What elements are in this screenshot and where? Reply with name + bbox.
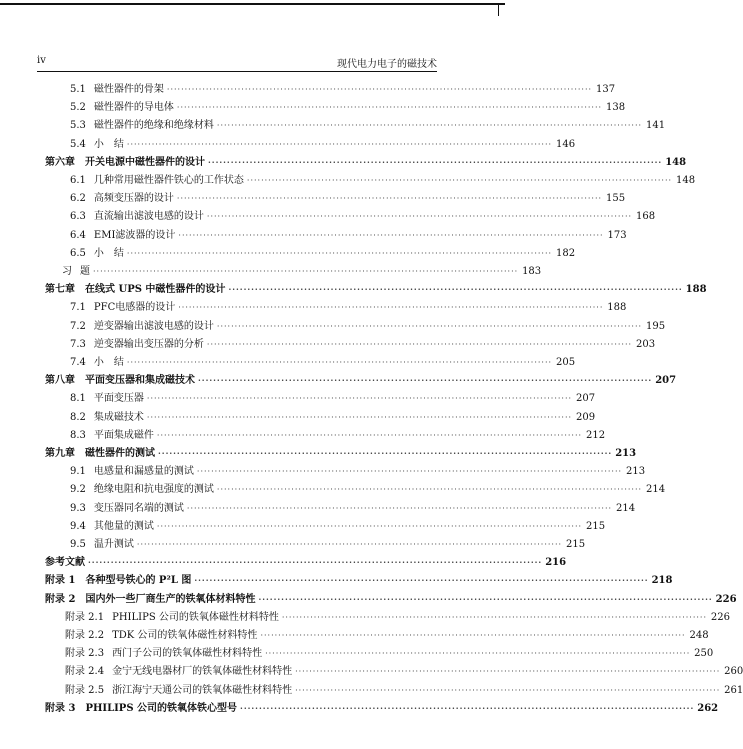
toc-entry	[70, 207, 656, 225]
toc-entry-number: 7.1	[70, 302, 86, 314]
toc-entry	[70, 462, 646, 480]
toc-entry-page: 148	[675, 175, 696, 186]
toc-entry	[70, 135, 576, 153]
toc-entry	[45, 444, 637, 462]
toc-entry-title: 各种型号铁心的 P²L 图	[85, 575, 192, 587]
leader-dots: ························································································································	[240, 702, 695, 713]
toc-entry-page: 209	[575, 411, 596, 423]
toc-entry-number: 6.4	[70, 229, 86, 241]
toc-entry-page: 262	[697, 702, 719, 714]
toc-entry	[45, 590, 737, 608]
toc-entry-title: 磁性器件的骨架	[93, 84, 164, 95]
leader-dots: ························································································································	[166, 85, 593, 94]
toc-entry-number: 习	[62, 266, 72, 277]
leader-dots: ························································································································	[146, 412, 573, 422]
toc-entry-number: 7.3	[70, 338, 86, 350]
toc-entry	[70, 517, 606, 535]
toc-entry-title: 集成磁技术	[93, 411, 144, 423]
toc-entry-number: 9.1	[70, 466, 86, 478]
toc-entry-title: 磁性器件的测试	[85, 448, 155, 459]
toc-entry-number: 附录 2.5	[65, 684, 105, 696]
toc-entry	[65, 681, 743, 699]
leader-dots: ························································································································	[208, 156, 663, 167]
toc-entry	[70, 335, 656, 353]
toc-entry-page: 146	[555, 138, 576, 150]
toc-entry-title: TDK 公司的铁氧体磁性材料特性	[112, 630, 258, 641]
toc-entry-page: 141	[645, 120, 666, 132]
toc-entry-page: 260	[724, 666, 743, 678]
toc-entry	[70, 298, 627, 316]
leader-dots: ························································································································	[176, 103, 603, 113]
toc-entry	[70, 244, 576, 262]
leader-dots: ························································································································	[194, 575, 649, 586]
toc-entry	[65, 662, 743, 680]
toc-entry-title: 平面变压器	[93, 393, 144, 405]
leader-dots: ························································································································	[216, 121, 643, 131]
toc-entry-title: 金宁无线电器材厂的铁氧体磁性材料特性	[112, 666, 293, 678]
top-border-line	[0, 3, 505, 5]
toc-entry-title: 高频变压器的设计	[93, 193, 174, 205]
toc-entry	[70, 80, 616, 98]
toc-entry-number: 5.3	[70, 120, 86, 132]
toc-entry-number: 6.2	[70, 193, 86, 205]
toc-entry	[45, 571, 673, 589]
toc-entry-title: 逆变器输出变压器的分析	[93, 338, 204, 350]
leader-dots: ························································································································	[93, 267, 519, 276]
toc-entry-title: 温升测试	[93, 539, 134, 550]
leader-dots: ························································································································	[260, 631, 686, 640]
leader-dots: ························································································································	[158, 448, 613, 458]
toc-entry-title: 题	[80, 266, 90, 277]
toc-entry-title: 在线式 UPS 中磁性器件的设计	[85, 284, 226, 296]
leader-dots: ························································································································	[156, 521, 583, 531]
toc-entry-page: 215	[565, 539, 586, 550]
toc-entry-page: 155	[605, 193, 626, 205]
leader-dots: ························································································································	[206, 212, 633, 222]
toc-entry	[65, 608, 730, 626]
leader-dots: ························································································································	[258, 593, 713, 604]
toc-entry-number: 附录 2	[45, 593, 76, 605]
leader-dots: ························································································································	[146, 394, 573, 404]
toc-entry-title: 变压器同名端的测试	[93, 502, 184, 514]
toc-entry-page: 207	[655, 375, 677, 387]
toc-entry-number: 第六章	[45, 156, 75, 168]
toc-entry-number: 第九章	[45, 448, 75, 459]
toc-entry-title: 其他量的测试	[93, 520, 154, 532]
leader-dots: ························································································································	[281, 612, 707, 622]
toc-entry-title: 开关电源中磁性器件的设计	[85, 156, 205, 168]
toc-entry-title: PHILIPS 公司的铁氧体磁性材料特性	[112, 611, 279, 623]
toc-entry-number: 9.4	[70, 520, 86, 532]
toc-entry-page: 214	[615, 502, 636, 514]
toc-entry-title: 直流输出滤波电感的设计	[93, 211, 204, 223]
leader-dots: ························································································································	[196, 467, 623, 477]
toc-entry-page: 188	[607, 302, 627, 314]
leader-dots: ························································································································	[156, 430, 583, 440]
toc-entry-number: 第八章	[45, 375, 75, 387]
leader-dots: ························································································································	[265, 649, 691, 659]
leader-dots: ························································································································	[295, 685, 721, 695]
toc-entry-number: 5.2	[70, 102, 86, 114]
toc-entry-number: 7.4	[70, 357, 86, 368]
toc-entry-number: 6.5	[70, 247, 86, 259]
header-rule	[37, 71, 437, 72]
toc-entry	[45, 371, 677, 389]
toc-entry	[70, 480, 666, 498]
toc-entry-page: 248	[689, 630, 709, 641]
toc-entry	[70, 317, 666, 335]
toc-entry-number: 8.2	[70, 411, 86, 423]
leader-dots: ························································································································	[136, 540, 563, 549]
toc-entry-title: 平面变压器和集成磁技术	[85, 375, 195, 387]
toc-entry-page: 168	[635, 211, 656, 223]
toc-entry-page: 226	[710, 611, 730, 623]
toc-entry	[70, 98, 626, 116]
toc-entry-title: 几种常用磁性器件铁心的工作状态	[93, 175, 244, 186]
toc-entry-title: 逆变器输出滤波电感的设计	[93, 320, 214, 332]
leader-dots: ························································································································	[126, 139, 553, 149]
leader-dots: ························································································································	[206, 339, 633, 349]
toc-entry-title: 小 结	[93, 138, 124, 150]
toc-entry-page: 213	[625, 466, 646, 478]
running-header	[37, 55, 437, 71]
toc-entry	[70, 171, 696, 189]
leader-dots: ························································································································	[178, 230, 604, 240]
leader-dots: ························································································································	[246, 176, 673, 185]
toc-entry	[45, 699, 719, 717]
toc-entry-title: 参考文献	[45, 557, 85, 569]
toc-entry	[45, 153, 687, 171]
toc-entry-title: 磁性器件的导电体	[93, 102, 174, 114]
leader-dots: ························································································································	[198, 375, 653, 386]
toc-entry	[70, 389, 596, 407]
toc-entry-page: 173	[607, 229, 627, 241]
toc-entry	[65, 626, 709, 644]
toc-entry	[70, 116, 666, 134]
toc-entry-page: 216	[545, 557, 567, 569]
toc-entry-number: 8.3	[70, 429, 86, 441]
toc-entry-title: PHILIPS 公司的铁氧体铁心型号	[85, 702, 238, 714]
toc-entry	[70, 189, 626, 207]
toc-entry-number: 附录 1	[45, 575, 76, 587]
toc-entry-number: 6.1	[70, 175, 86, 186]
toc-entry-page: 212	[585, 429, 606, 441]
toc-entry-page: 214	[645, 484, 666, 496]
toc-entry	[70, 353, 576, 371]
toc-entry-number: 9.5	[70, 539, 86, 550]
toc-entry	[70, 226, 627, 244]
toc-entry-page: 137	[595, 84, 616, 95]
toc-entry-title: 小 结	[93, 247, 124, 259]
toc-entry	[62, 262, 542, 280]
toc-entry-page: 148	[665, 156, 687, 168]
toc-entry	[70, 535, 586, 553]
toc-entry-title: 磁性器件的绝缘和绝缘材料	[93, 120, 214, 132]
leader-dots: ························································································································	[126, 248, 553, 258]
toc-entry-page: 261	[724, 684, 743, 696]
toc-entry-title: 平面集成磁件	[93, 429, 154, 441]
toc-entry	[45, 553, 567, 571]
toc-entry	[70, 408, 596, 426]
toc-entry-number: 附录 2.2	[65, 630, 105, 641]
toc-entry-number: 5.4	[70, 138, 86, 150]
toc-entry-page: 203	[635, 338, 656, 350]
toc-entry-title: 西门子公司的铁氧体磁性材料特性	[112, 648, 263, 660]
toc-entry-page: 195	[645, 320, 666, 332]
toc-entry-page: 207	[575, 393, 596, 405]
leader-dots: ························································································································	[178, 303, 604, 313]
toc-entry-title: 绝缘电阻和抗电强度的测试	[93, 484, 214, 496]
toc-entry	[65, 644, 714, 662]
toc-entry-title: EMI滤波器的设计	[93, 229, 176, 241]
toc-entry-number: 9.2	[70, 484, 86, 496]
leader-dots: ························································································································	[295, 667, 721, 677]
toc-entry-page: 205	[555, 357, 576, 368]
corner-mark	[498, 4, 499, 16]
toc-entry-page: 213	[615, 448, 637, 459]
toc-entry-page: 182	[555, 247, 576, 259]
toc-entry-number: 6.3	[70, 211, 86, 223]
toc-entry-page: 250	[694, 648, 714, 660]
leader-dots: ························································································································	[88, 557, 543, 568]
toc-entry-page: 226	[715, 593, 737, 605]
toc-entry-page: 215	[585, 520, 606, 532]
book-title: 现代电力电子的磁技术	[337, 59, 437, 70]
toc-entry-number: 9.3	[70, 502, 86, 514]
toc-entry-number: 附录 2.1	[65, 611, 105, 623]
toc-entry-number: 5.1	[70, 84, 86, 95]
toc-entry	[70, 426, 606, 444]
toc-entry-number: 7.2	[70, 320, 86, 332]
toc-entry-page: 138	[605, 102, 626, 114]
leader-dots: ························································································································	[186, 503, 613, 513]
toc-entry-number: 附录 2.3	[65, 648, 105, 660]
leader-dots: ························································································································	[228, 284, 683, 295]
page-number: iv	[37, 55, 46, 66]
leader-dots: ························································································································	[216, 485, 643, 495]
toc-entry-page: 183	[522, 266, 542, 277]
toc-entry-number: 附录 3	[45, 702, 76, 714]
toc-entry-page: 218	[651, 575, 673, 587]
leader-dots: ························································································································	[126, 358, 553, 367]
toc-entry-number: 8.1	[70, 393, 86, 405]
toc-entry-title: 小 结	[93, 357, 124, 368]
toc-entry-title: 国内外一些厂商生产的铁氧体材料特性	[85, 593, 256, 605]
toc-entry-title: PFC电感器的设计	[93, 302, 176, 314]
toc-entry-number: 附录 2.4	[65, 666, 105, 678]
toc-entry-page: 188	[685, 284, 707, 296]
toc-entry-number: 第七章	[45, 284, 75, 296]
toc-entry-title: 浙江海宁天通公司的铁氧体磁性材料特性	[112, 684, 293, 696]
toc-entry	[70, 499, 636, 517]
leader-dots: ························································································································	[216, 321, 643, 331]
leader-dots: ························································································································	[176, 194, 603, 204]
toc-entry	[45, 280, 707, 298]
toc-entry-title: 电感量和漏感量的测试	[93, 466, 194, 478]
